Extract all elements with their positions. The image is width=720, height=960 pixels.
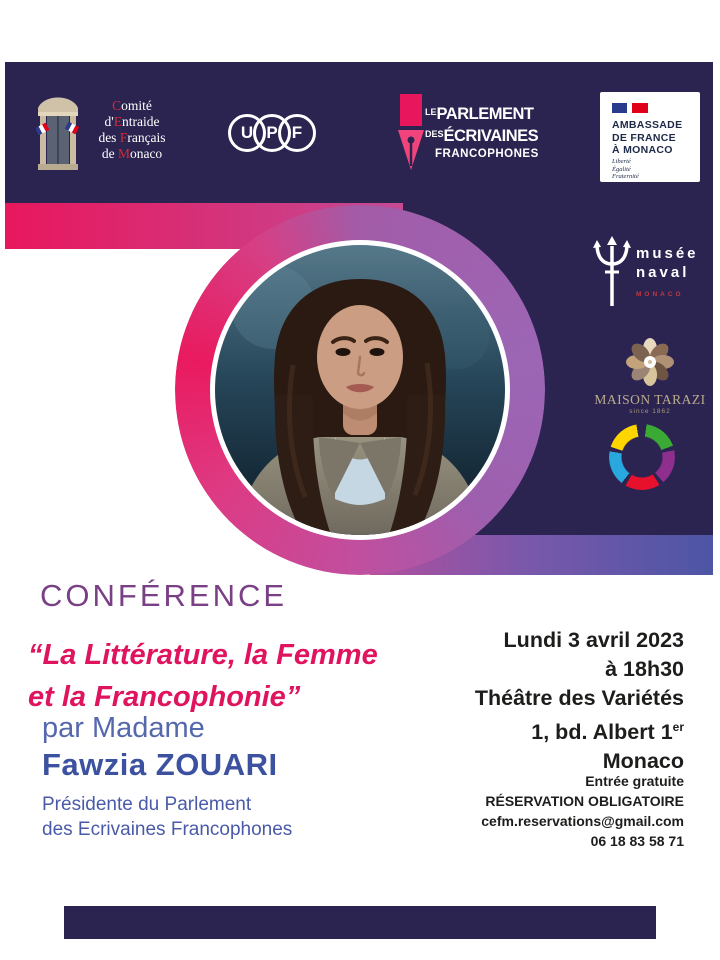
conference-title: “La Littérature, la Femme et la Francophonie” [28, 639, 378, 713]
ambassade-motto: Liberté Égalité Fraternité [612, 158, 639, 180]
ambassade-france-logo [600, 92, 700, 182]
tarazi-flower-icon [620, 334, 680, 390]
event-address: 1, bd. Albert 1er [531, 720, 684, 745]
cefm-logo [34, 90, 184, 180]
entry-note: Entrée gratuite [585, 773, 684, 789]
contact-details [364, 771, 684, 851]
event-date: Lundi 3 avril 2023 [503, 628, 684, 652]
upf-circle-p: P [253, 114, 291, 152]
musee-naval-text: musée naval MONACO [636, 245, 699, 298]
ambassade-name: AMBASSADE DE FRANCE À MONACO [612, 119, 683, 156]
reservation-note: RÉSERVATION OBLIGATOIRE [485, 793, 684, 809]
upf-circle-u: U [228, 114, 266, 152]
contact-phone: 06 18 83 58 71 [590, 833, 684, 849]
event-city: Monaco [602, 749, 684, 774]
speaker-name: Fawzia ZOUARI [42, 747, 278, 782]
francophonie-ring-logo [609, 424, 675, 490]
speaker-role: Présidente du Parlement des Ecrivaines Francophones [42, 794, 293, 840]
byline: par Madame [42, 712, 205, 744]
event-venue: Théâtre des Variétés [474, 686, 684, 710]
event-details [364, 626, 684, 776]
contact-email: cefm.reservations@gmail.com [481, 813, 684, 829]
parlement-logo-text: $^{LE}$PARLEMENT $^{DES}$ÉCRIVAINES FRANCOPHONES [425, 105, 539, 160]
portrait-frame [210, 240, 510, 540]
maison-tarazi-logo [592, 334, 708, 420]
cefm-logo-text: Comité d'Entraide des Français de Monaco [98, 98, 166, 161]
tarazi-name: MAISON TARAZI [594, 392, 706, 407]
trident-icon [592, 232, 632, 310]
speaker-photo [215, 245, 505, 535]
parlement-ecrivaines-logo [396, 92, 546, 182]
tarazi-since: since 1862 [629, 408, 671, 415]
pen-nib-icon [396, 94, 426, 178]
cefm-door-icon [36, 92, 80, 172]
footer-bar [64, 906, 656, 939]
speaker-portrait-illustration [215, 245, 505, 535]
event-time: à 18h30 [605, 657, 684, 681]
upf-circle-f: F [278, 114, 316, 152]
upf-logo [228, 114, 320, 154]
musee-naval-logo [590, 230, 710, 310]
french-flag-icon [612, 103, 648, 113]
conference-kicker: CONFÉRENCE [40, 578, 288, 613]
